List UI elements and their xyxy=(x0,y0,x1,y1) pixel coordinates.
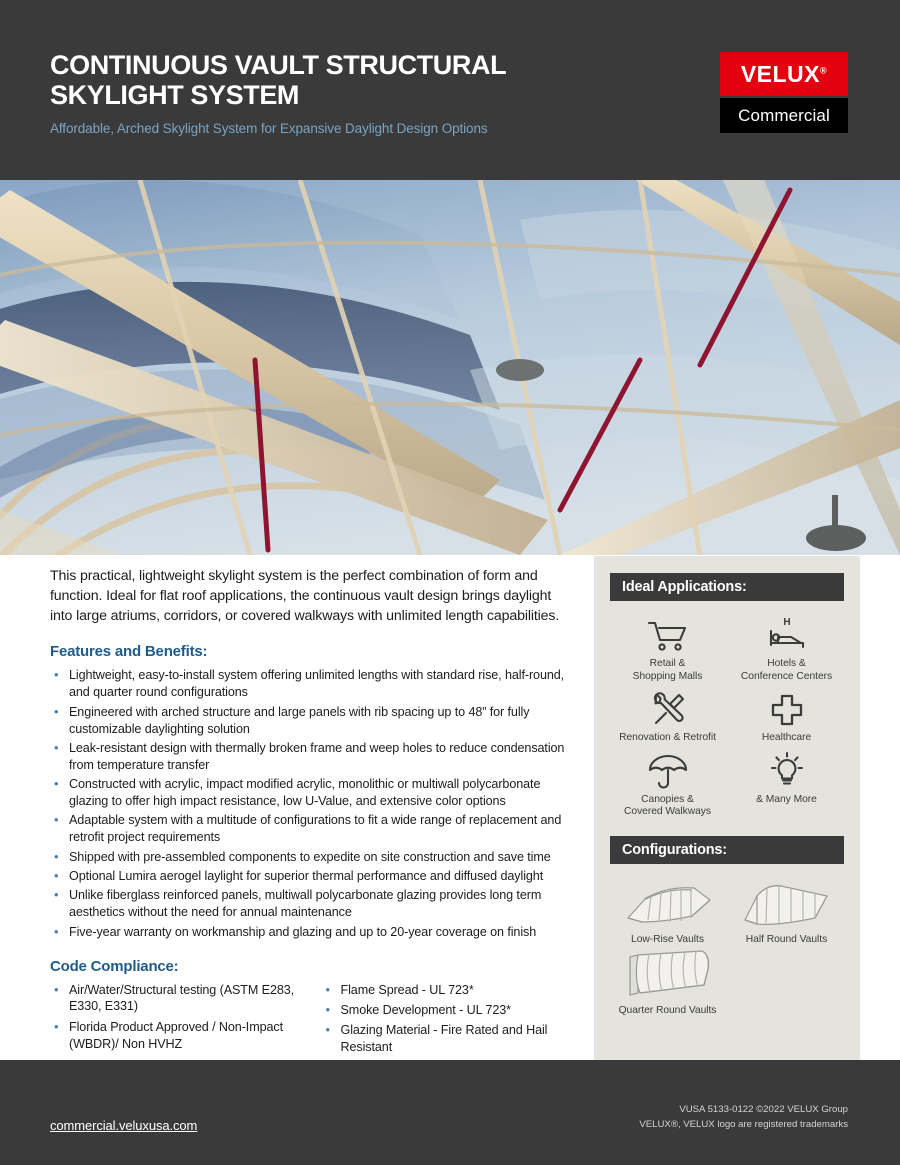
application-healthcare xyxy=(727,687,846,745)
list-item: • Flame Spread - UL 723* xyxy=(322,982,576,999)
list-item: • Florida Product Approved / Non-Impact (WBDR)/ Non HVHZ xyxy=(50,1019,304,1053)
configuration-label: Half Round Vaults xyxy=(745,933,828,945)
hero-photo-skylight-interior xyxy=(0,180,900,555)
page-title: CONTINUOUS VAULT STRUCTURAL SKYLIGHT SYSTEM xyxy=(50,50,506,111)
applications-grid xyxy=(594,601,860,819)
page-header xyxy=(0,0,900,180)
website-link[interactable]: commercial.veluxusa.com xyxy=(50,1118,198,1133)
application-hotels-conference-centers xyxy=(727,613,846,683)
application-label: Retail & Shopping Malls xyxy=(632,658,703,682)
configuration-label: Quarter Round Vaults xyxy=(618,1004,717,1016)
code-compliance-right-column xyxy=(322,982,576,1060)
registered-trademark-icon: ® xyxy=(820,64,828,75)
application-label: Hotels & Conference Centers xyxy=(740,658,833,682)
svg-text:H: H xyxy=(782,617,791,628)
list-item: • Leak-resistant design with thermally broken frame and weep holes to reduce condensation from temperature transfer xyxy=(50,740,575,774)
quarter-round-vault-icon xyxy=(608,947,727,1003)
half-round-vault-icon xyxy=(727,876,846,932)
application-renovation-retrofit xyxy=(608,687,727,745)
legal-line-1: VUSA 5133-0122 ©2022 VELUX Group xyxy=(679,1104,848,1115)
configurations-heading: Configurations: xyxy=(610,836,844,864)
velux-logo-black-box xyxy=(720,98,848,133)
medical-cross-icon xyxy=(727,687,846,727)
legal-notice xyxy=(639,1103,848,1133)
list-item: • Smoke Development - UL 723* xyxy=(322,1002,576,1019)
application-label: Canopies & Covered Walkways xyxy=(624,793,711,818)
velux-logo-red-box xyxy=(720,52,848,96)
hammer-wrench-icon xyxy=(608,687,727,727)
list-item: • Constructed with acrylic, impact modified acrylic, monolithic or multiwall polycarbonate glazing to offer high impact resistance, low U-Value, and extensive color options xyxy=(50,776,575,810)
configurations-grid xyxy=(594,864,860,1016)
intro-paragraph: This practical, lightweight skylight system is the perfect combination of form and function. Ideal for flat roof applications, the continuous vault design brings daylight into large atriums, corridors, or covered walkways with unlimited length capabilities. xyxy=(50,568,560,625)
shopping-cart-icon xyxy=(608,613,727,653)
configuration-label: Low-Rise Vaults xyxy=(631,933,704,945)
code-compliance-left-column xyxy=(50,982,304,1060)
features-list xyxy=(50,667,575,940)
velux-segment-label: Commercial xyxy=(738,105,830,125)
page-subtitle: Affordable, Arched Skylight System for Expansive Daylight Design Options xyxy=(50,121,488,136)
list-item: • Optional Lumira aerogel laylight for superior thermal performance and diffused daylight xyxy=(50,868,575,885)
hero-illustration xyxy=(0,180,900,555)
velux-commercial-logo xyxy=(720,52,848,133)
code-compliance-right-list xyxy=(322,982,576,1057)
application-label: Renovation & Retrofit xyxy=(619,732,716,744)
configuration-half-round-vaults xyxy=(727,876,846,945)
sidebar-panel xyxy=(594,556,860,1060)
list-item: • Unlike fiberglass reinforced panels, multiwall polycarbonate glazing provides long term aesthetics without the need for annual maintenance xyxy=(50,887,575,921)
lightbulb-icon xyxy=(727,749,846,789)
code-compliance-columns xyxy=(50,982,575,1060)
application-label: Healthcare xyxy=(761,732,812,744)
hotel-bed-icon xyxy=(727,613,846,653)
configuration-quarter-round-vaults xyxy=(608,947,727,1016)
application-label: & Many More xyxy=(756,793,817,805)
page-footer xyxy=(0,1060,900,1165)
main-content xyxy=(50,566,575,1081)
list-item: • Air/Water/Structural testing (ASTM E283, E330, E331) xyxy=(50,982,304,1016)
application-many-more xyxy=(727,749,846,819)
list-item: • Engineered with arched structure and large panels with rib spacing up to 48” for fully customizable daylighting solution xyxy=(50,704,575,738)
list-item: • Shipped with pre-assembled components to expedite on site construction and save time xyxy=(50,849,575,866)
code-compliance-left-list xyxy=(50,982,304,1053)
umbrella-icon xyxy=(608,749,727,789)
legal-line-2: VELUX®, VELUX logo are registered trademarks xyxy=(639,1118,848,1130)
list-item: • Five-year warranty on workmanship and glazing and up to 20-year coverage on finish xyxy=(50,924,575,941)
ideal-applications-heading: Ideal Applications: xyxy=(610,573,844,601)
application-canopies-covered-walkways xyxy=(608,749,727,819)
application-retail-shopping-malls xyxy=(608,613,727,683)
velux-wordmark: VELUX® xyxy=(740,60,828,87)
list-item: • Glazing Material - Fire Rated and Hail Resistant xyxy=(322,1022,576,1056)
features-heading: Features and Benefits: xyxy=(50,643,208,661)
configuration-low-rise-vaults xyxy=(608,876,727,945)
list-item: • Lightweight, easy-to-install system offering unlimited lengths with standard rise, half-round, and quarter round configurations xyxy=(50,667,575,701)
list-item: • Adaptable system with a multitude of configurations to fit a wide range of replacement and retrofit project requirements xyxy=(50,812,575,846)
code-compliance-heading: Code Compliance: xyxy=(50,957,179,975)
low-rise-vault-icon xyxy=(608,876,727,932)
